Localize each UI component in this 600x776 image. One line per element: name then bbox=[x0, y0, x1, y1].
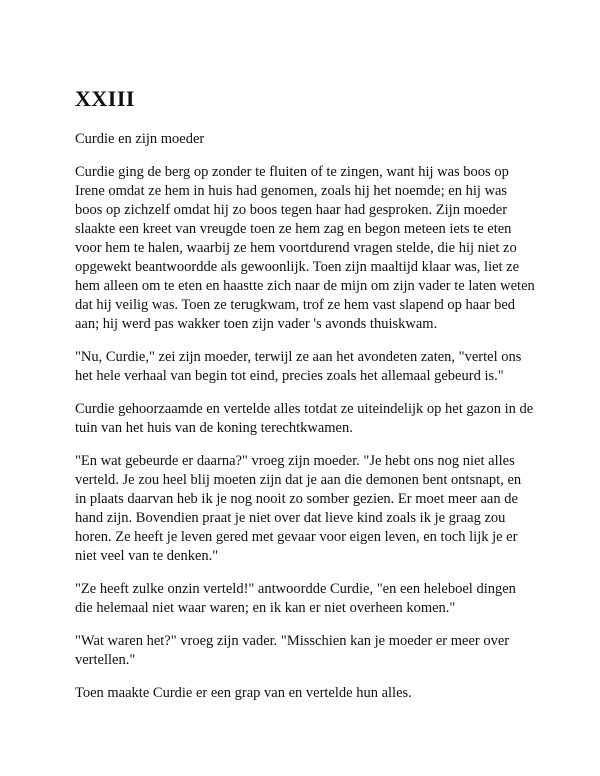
paragraph-2: "Nu, Curdie," zei zijn moeder, terwijl ze aan het avondeten zaten, "vertel ons het hele verhaal van begin tot eind, precies zoals het allemaal gebeurd is." bbox=[75, 349, 522, 384]
paragraph-3: Curdie gehoorzaamde en vertelde alles totdat ze uiteindelijk op het gazon in de tuin van het huis van de koning terechtkwamen. bbox=[75, 401, 534, 436]
book-page bbox=[75, 86, 535, 717]
paragraph-5: "Ze heeft zulke onzin verteld!" antwoordde Curdie, "en een heleboel dingen die helemaal niet waar waren; en ik kan er niet overheen komen." bbox=[75, 581, 516, 616]
chapter-title: Curdie en zijn moeder bbox=[75, 131, 205, 147]
chapter-number: XXIII bbox=[75, 86, 135, 111]
paragraph-7: Toen maakte Curdie er een grap van en vertelde hun alles. bbox=[75, 685, 412, 701]
paragraph-1: Curdie ging de berg op zonder te fluiten of te zingen, want hij was boos op Irene omdat ze hem in huis had genomen, zoals hij het noemde; en hij was boos op zichzelf omdat hij zo boos tegen haar had gesproken. Zijn moeder slaakte een kreet van vreugde toen ze hem zag en begon meteen iets te eten voor hem te halen, waarbij ze hem voortdurend vragen stelde, die hij niet zo opgewekt beantwoordde als gewoonlijk. Toen zijn maaltijd klaar was, liet ze hem alleen om te eten en haastte zich naar de mijn om zijn vader te laten weten dat hij veilig was. Toen ze terugkwam, trof ze hem vast slapend op haar bed aan; hij werd pas wakker toen zijn vader 's avonds thuiskwam. bbox=[75, 164, 535, 332]
paragraph-6: "Wat waren het?" vroeg zijn vader. "Misschien kan je moeder er meer over vertellen." bbox=[75, 633, 510, 668]
paragraph-4: "En wat gebeurde er daarna?" vroeg zijn moeder. "Je hebt ons nog niet alles verteld. Je zou heel blij moeten zijn dat je aan die demonen bent ontsnapt, en in plaats daarvan heb ik je nog nooit zo somber gezien. Er moet meer aan de hand zijn. Bovendien praat je niet over dat lieve kind zoals ik je graag zou horen. Ze heeft je leven gered met gevaar voor eigen leven, en toch lijk je er niet veel van te denken." bbox=[75, 453, 522, 564]
